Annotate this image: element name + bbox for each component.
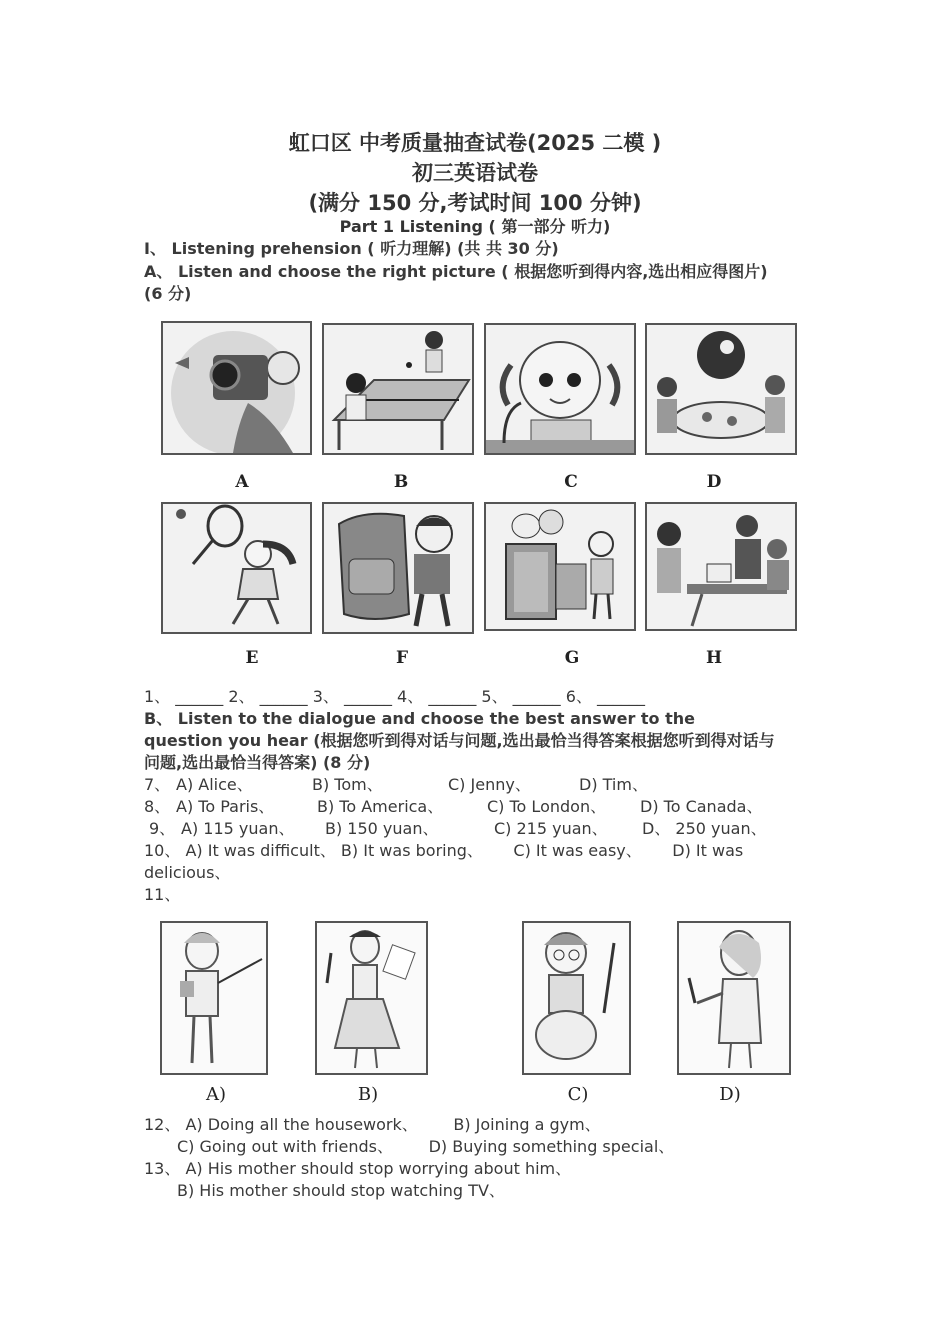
picture-d bbox=[645, 323, 797, 455]
picture-a bbox=[161, 321, 312, 455]
section-b-points: 问题,选出最恰当得答案) (8 分) bbox=[144, 753, 371, 772]
picture-label-g: G bbox=[564, 648, 580, 668]
section-i-heading: I、 Listening prehension ( 听力理解) (共 共 30 分) bbox=[144, 239, 559, 258]
section-a-heading: A、 Listen and choose the right picture ( 根据您听到得内容,选出相应得图片) bbox=[144, 262, 768, 281]
question-13-cont: B) His mother should stop watching TV、 bbox=[177, 1181, 505, 1200]
picture-label-e: E bbox=[245, 648, 259, 668]
question-9-number: 9、 bbox=[149, 819, 176, 838]
question-7 bbox=[144, 772, 648, 795]
picture-e bbox=[161, 502, 312, 634]
picture-g bbox=[484, 502, 636, 631]
teacher-with-pointer-icon bbox=[162, 923, 266, 1073]
exam-score-time: (满分 150 分,考试时间 100 分钟) bbox=[308, 191, 642, 215]
question-7-option-c: C) Jenny、 bbox=[448, 775, 531, 794]
section-b-heading-cont: question you hear (根据您听到得对话与问题,选出最恰当得答案根据您听到得对话与 bbox=[144, 731, 775, 750]
picture-label-b: B bbox=[393, 472, 409, 492]
question-9-option-c: C) 215 yuan、 bbox=[494, 819, 608, 838]
question-9 bbox=[149, 816, 767, 839]
question-8-option-c: C) To London、 bbox=[487, 797, 607, 816]
q11-picture-d bbox=[677, 921, 791, 1075]
family-dinner-icon bbox=[647, 325, 795, 453]
q11-label-a: A) bbox=[205, 1084, 227, 1105]
q11-picture-a bbox=[160, 921, 268, 1075]
question-7-option-d: D) Tim、 bbox=[579, 775, 648, 794]
question-7-option-b: B) Tom、 bbox=[312, 775, 383, 794]
picture-h bbox=[645, 502, 797, 631]
question-12: 12、 A) Doing all the housework、 B) Joining a gym、 bbox=[144, 1115, 601, 1134]
question-8 bbox=[144, 794, 763, 817]
question-8-option-b: B) To America、 bbox=[317, 797, 444, 816]
question-9-option-d: D、 250 yuan、 bbox=[642, 819, 767, 838]
picture-label-c: C bbox=[564, 472, 578, 492]
elderly-teacher-icon bbox=[524, 923, 629, 1073]
picture-b bbox=[322, 323, 474, 455]
question-8-option-a: A) To Paris、 bbox=[176, 797, 275, 816]
q11-label-c: C) bbox=[567, 1084, 589, 1105]
table-tennis-players-icon bbox=[324, 325, 472, 453]
picture-label-d: D bbox=[706, 472, 722, 492]
girl-playing-tennis-icon bbox=[163, 504, 310, 632]
exam-subtitle: 初三英语试卷 bbox=[412, 161, 538, 185]
question-9-option-a: A) 115 yuan、 bbox=[181, 819, 295, 838]
question-13: 13、 A) His mother should stop worrying about him、 bbox=[144, 1159, 572, 1178]
picture-c bbox=[484, 323, 636, 455]
q11-picture-b bbox=[315, 921, 428, 1075]
picture-label-a: A bbox=[235, 472, 249, 492]
parents-savings-atm-icon bbox=[486, 504, 634, 629]
question-8-option-d: D) To Canada、 bbox=[640, 797, 763, 816]
question-8-number: 8、 bbox=[144, 797, 171, 816]
office-meeting-icon bbox=[647, 504, 795, 629]
photographer-camera-icon bbox=[163, 323, 310, 453]
part-heading: Part 1 Listening ( 第一部分 听力) bbox=[339, 217, 611, 236]
q11-label-b: B) bbox=[357, 1084, 379, 1105]
girl-reading-book-icon bbox=[486, 325, 634, 453]
q11-label-d: D) bbox=[719, 1084, 741, 1105]
question-7-number: 7、 bbox=[144, 775, 171, 794]
section-b-heading: B、 Listen to the dialogue and choose the best answer to the bbox=[144, 709, 696, 728]
exam-title: 虹口区 中考质量抽查试卷(2025 二模 ) bbox=[288, 131, 662, 155]
question-7-option-a: A) Alice、 bbox=[176, 775, 253, 794]
picture-label-f: F bbox=[395, 648, 409, 668]
question-10: 10、 A) It was difficult、 B) It was boring、 C) It was easy、 D) It was bbox=[144, 841, 744, 860]
q11-picture-c bbox=[522, 921, 631, 1075]
section-a-points: (6 分) bbox=[144, 284, 192, 303]
woman-with-chalk-icon bbox=[679, 923, 789, 1073]
question-12-cont: C) Going out with friends、 D) Buying something special、 bbox=[177, 1137, 675, 1156]
woman-with-papers-icon bbox=[317, 923, 426, 1073]
question-11-number: 11、 bbox=[144, 885, 181, 904]
question-9-option-b: B) 150 yuan、 bbox=[325, 819, 439, 838]
answer-blanks-line: 1、 ______ 2、 ______ 3、 ______ 4、 ______ 5、 ______ 6、 ______ bbox=[144, 687, 646, 706]
picture-label-h: H bbox=[705, 648, 723, 668]
question-10-cont: delicious、 bbox=[144, 863, 231, 882]
boy-heavy-backpack-icon bbox=[324, 504, 472, 632]
picture-f bbox=[322, 502, 474, 634]
